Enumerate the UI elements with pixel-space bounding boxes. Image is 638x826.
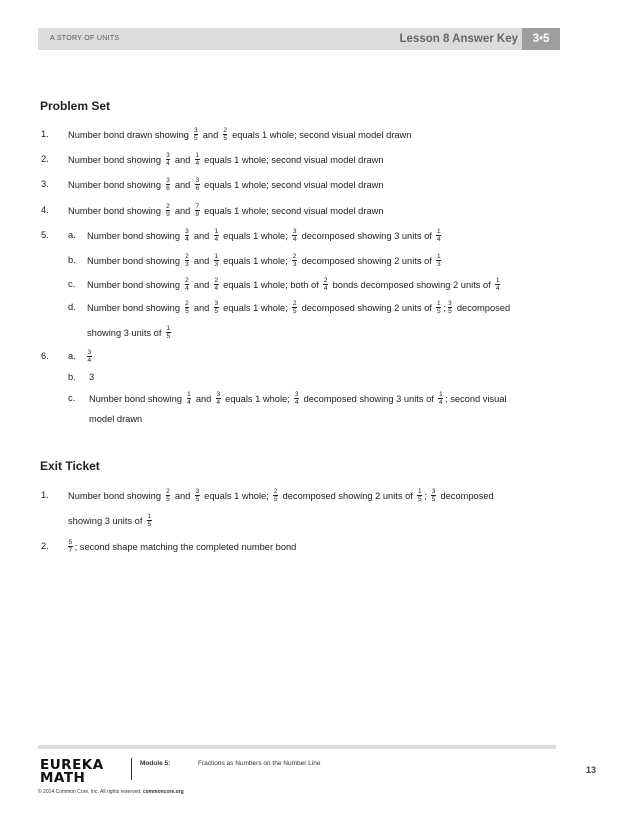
fraction [147, 513, 152, 528]
fraction [195, 152, 200, 167]
text-segment: Number bond showing [68, 490, 162, 501]
fraction-numerator: 3 [166, 152, 170, 159]
fraction-denominator: 4 [495, 285, 500, 292]
text-segment: bonds decomposed showing 2 units of [332, 279, 491, 290]
text-segment: and [193, 302, 210, 313]
fraction [294, 391, 299, 406]
problem-6c-answer-cont [89, 413, 142, 425]
fraction-denominator: 9 [195, 211, 200, 218]
text-segment: equals 1 whole; both of [223, 279, 319, 290]
text-segment: equals 1 whole; second visual model drawn [204, 179, 384, 190]
item-number: c. [68, 393, 76, 403]
fraction [292, 300, 297, 315]
fraction-numerator: 2 [273, 488, 278, 495]
fraction-denominator: 4 [323, 285, 328, 292]
fraction [436, 300, 441, 315]
text-segment: ; [443, 302, 446, 313]
text-segment: and [174, 179, 191, 190]
text-segment: Number bond showing [87, 230, 181, 241]
fraction [195, 488, 200, 503]
fraction-denominator: 5 [194, 135, 198, 142]
problem-5a-answer [87, 229, 443, 244]
item-number: 2. [41, 541, 49, 551]
fraction [185, 277, 190, 292]
text-segment: and [193, 230, 210, 241]
problem-5b-answer [87, 254, 443, 269]
fraction-numerator: 1 [187, 391, 191, 398]
fraction-numerator: 3 [448, 300, 452, 307]
fraction-denominator: 4 [166, 160, 170, 167]
item-number: c. [68, 279, 76, 289]
item-number: 3. [41, 179, 49, 189]
fraction-numerator: 1 [214, 228, 219, 235]
text-segment: Number bond showing [87, 302, 181, 313]
text-segment: Number bond showing [68, 154, 162, 165]
exit-ticket-1-answer-cont [68, 514, 154, 529]
fraction-denominator: 4 [294, 399, 299, 406]
problem-5d-answer-cont [87, 326, 173, 341]
fraction-numerator: 3 [292, 228, 297, 235]
fraction-denominator: 3 [214, 261, 219, 268]
text-segment: decomposed showing 3 units of [303, 393, 434, 404]
fraction-denominator: 4 [214, 285, 219, 292]
fraction [87, 349, 92, 364]
fraction [187, 391, 192, 406]
item-number: 4. [41, 205, 49, 215]
copyright-text: © 2014 Common Core, Inc. All rights reserved. [38, 789, 142, 795]
text-segment: 3 [89, 372, 95, 382]
fraction-denominator: 4 [195, 160, 200, 167]
fraction-numerator: 1 [214, 253, 219, 260]
item-number: 6. [41, 351, 49, 361]
fraction-numerator: 1 [195, 152, 200, 159]
fraction [292, 253, 297, 268]
fraction [185, 253, 190, 268]
fraction [166, 325, 171, 340]
fraction-numerator: 2 [166, 488, 170, 495]
fraction [223, 127, 228, 142]
problem-6b-answer [89, 371, 94, 383]
lesson-title: Lesson 8 Answer Key [399, 33, 518, 45]
item-number: a. [68, 351, 76, 361]
text-segment: equals 1 whole; second visual model drawn [204, 205, 384, 216]
fraction-numerator: 3 [214, 300, 219, 307]
text-segment: equals 1 whole; [223, 230, 288, 241]
fraction [166, 203, 171, 218]
text-segment: ; second shape matching the completed number bond [74, 541, 297, 552]
text-segment: equals 1 whole; [223, 302, 288, 313]
text-segment: equals 1 whole; [204, 490, 269, 501]
logo-line-1: EUREKA [40, 757, 104, 773]
fraction-numerator: 3 [87, 349, 92, 356]
fraction [195, 177, 200, 192]
fraction [68, 539, 73, 554]
fraction-numerator: 5 [68, 539, 73, 546]
module-tag: 3•5 [522, 28, 560, 50]
text-segment: and [174, 205, 191, 216]
fraction-numerator: 1 [436, 300, 441, 307]
text-segment: ; second visual [445, 393, 507, 404]
fraction [438, 391, 443, 406]
fraction-denominator: 5 [166, 496, 170, 503]
copyright-site: commoncore.org [142, 789, 184, 795]
footer-separator [131, 758, 132, 780]
fraction-numerator: 1 [147, 513, 152, 520]
text-segment: decomposed showing 2 units of [301, 255, 432, 266]
item-number: 2. [41, 154, 49, 164]
problem-4-answer [68, 204, 384, 219]
text-segment: model drawn [89, 414, 143, 424]
fraction [185, 228, 190, 243]
problem-6c-answer [89, 392, 507, 407]
text-segment: decomposed showing 3 units of [301, 230, 432, 241]
fraction-numerator: 3 [166, 177, 170, 184]
fraction [166, 152, 171, 167]
copyright [38, 789, 184, 795]
fraction [194, 127, 199, 142]
footer-divider [38, 745, 556, 749]
page-header [38, 28, 560, 50]
fraction [273, 488, 278, 503]
text-segment: Number bond showing [87, 279, 181, 290]
fraction [216, 391, 221, 406]
fraction-numerator: 1 [495, 277, 500, 284]
fraction-denominator: 6 [195, 185, 200, 192]
fraction-numerator: 3 [216, 391, 221, 398]
text-segment: decomposed showing 2 units of [301, 302, 432, 313]
fraction-denominator: 3 [185, 261, 189, 268]
fraction-denominator: 5 [417, 496, 422, 503]
fraction [166, 177, 171, 192]
text-segment: showing 3 units of [68, 515, 143, 526]
fraction-numerator: 3 [195, 488, 200, 495]
fraction-denominator: 5 [185, 308, 189, 315]
text-segment: and [174, 154, 191, 165]
fraction [495, 277, 500, 292]
fraction-denominator: 5 [147, 521, 152, 528]
fraction-numerator: 2 [292, 253, 297, 260]
fraction-denominator: 6 [166, 185, 170, 192]
fraction-denominator: 5 [431, 496, 436, 503]
fraction-numerator: 1 [438, 391, 443, 398]
fraction [214, 253, 219, 268]
page-number: 13 [586, 765, 597, 775]
text-segment: and [174, 490, 191, 501]
fraction-denominator: 5 [273, 496, 278, 503]
eureka-math-logo [40, 759, 110, 785]
text-segment: Number bond showing [89, 393, 183, 404]
exit-ticket-1-answer [68, 489, 494, 504]
text-segment: and [193, 255, 210, 266]
exit-ticket-2-answer [66, 540, 296, 555]
fraction-numerator: 2 [323, 277, 328, 284]
fraction-denominator: 4 [438, 399, 443, 406]
text-segment: equals 1 whole; second visual model drawn [232, 129, 412, 140]
fraction-numerator: 3 [294, 391, 299, 398]
text-segment: and [195, 393, 212, 404]
problem-5c-answer [87, 278, 502, 293]
fraction-denominator: 4 [87, 357, 92, 364]
problem-6a-answer [85, 350, 94, 365]
fraction [323, 277, 328, 292]
text-segment: Number bond showing [68, 179, 162, 190]
fraction-denominator: 4 [185, 236, 189, 243]
item-number: a. [68, 230, 76, 240]
fraction-numerator: 3 [194, 127, 198, 134]
fraction-denominator: 5 [195, 496, 200, 503]
fraction [195, 203, 200, 218]
text-segment: and [202, 129, 219, 140]
problem-5d-answer [87, 301, 510, 316]
fraction-denominator: 4 [187, 399, 191, 406]
fraction-numerator: 3 [195, 177, 200, 184]
fraction-numerator: 1 [436, 228, 441, 235]
problem-2-answer [68, 153, 384, 168]
fraction-denominator: 4 [185, 285, 189, 292]
fraction-numerator: 2 [214, 277, 219, 284]
text-segment: Number bond drawn showing [68, 129, 189, 140]
text-segment: decomposed [440, 490, 494, 501]
fraction [166, 488, 171, 503]
fraction [417, 488, 422, 503]
fraction [436, 228, 441, 243]
fraction [431, 488, 436, 503]
fraction-denominator: 5 [214, 308, 219, 315]
series-title: A STORY OF UNITS [50, 35, 120, 42]
fraction-numerator: 1 [436, 253, 441, 260]
fraction [214, 228, 219, 243]
fraction-numerator: 3 [185, 228, 189, 235]
fraction-numerator: 2 [223, 127, 227, 134]
item-number: 1. [41, 490, 49, 500]
fraction-numerator: 2 [185, 253, 189, 260]
fraction [448, 300, 453, 315]
item-number: 1. [41, 129, 49, 139]
text-segment: and [193, 279, 210, 290]
fraction-denominator: 5 [166, 333, 171, 340]
fraction-denominator: 7 [68, 547, 73, 554]
text-segment: equals 1 whole; [223, 255, 288, 266]
fraction [214, 300, 219, 315]
fraction-denominator: 5 [223, 135, 227, 142]
fraction-denominator: 4 [292, 236, 297, 243]
item-number: b. [68, 372, 76, 382]
fraction-numerator: 7 [195, 203, 200, 210]
text-segment: decomposed [456, 302, 511, 313]
text-segment: equals 1 whole; [225, 393, 290, 404]
fraction-numerator: 1 [417, 488, 422, 495]
fraction-denominator: 5 [448, 308, 452, 315]
problem-1-answer [68, 128, 411, 143]
item-number: 5. [41, 230, 49, 240]
fraction-denominator: 9 [166, 211, 170, 218]
fraction-numerator: 2 [185, 300, 189, 307]
text-segment: ; [424, 490, 427, 501]
text-segment: decomposed showing 2 units of [282, 490, 413, 501]
fraction-denominator: 4 [214, 236, 219, 243]
fraction-denominator: 3 [436, 261, 441, 268]
problem-3-answer [68, 178, 384, 193]
footer-module-title: Fractions as Numbers on the Number Line [198, 760, 321, 767]
text-segment: Number bond showing [87, 255, 181, 266]
logo-line-2: MATH [40, 769, 86, 786]
footer-module-label: Module 5: [140, 760, 171, 767]
fraction-denominator: 3 [292, 261, 297, 268]
text-segment: equals 1 whole; second visual model drawn [204, 154, 384, 165]
fraction-numerator: 2 [292, 300, 297, 307]
item-number: d. [68, 302, 76, 312]
fraction [214, 277, 219, 292]
fraction-numerator: 2 [185, 277, 189, 284]
fraction-denominator: 4 [436, 236, 441, 243]
text-segment: Number bond showing [68, 205, 162, 216]
fraction [185, 300, 190, 315]
item-number: b. [68, 255, 76, 265]
fraction-numerator: 3 [431, 488, 436, 495]
fraction-denominator: 5 [436, 308, 441, 315]
text-segment: showing 3 units of [87, 327, 162, 338]
fraction [292, 228, 297, 243]
fraction-denominator: 4 [216, 399, 221, 406]
fraction-numerator: 2 [166, 203, 170, 210]
fraction-numerator: 1 [166, 325, 171, 332]
fraction [436, 253, 441, 268]
problem-set-heading: Problem Set [40, 99, 111, 113]
exit-ticket-heading: Exit Ticket [40, 459, 100, 473]
fraction-denominator: 5 [292, 308, 297, 315]
